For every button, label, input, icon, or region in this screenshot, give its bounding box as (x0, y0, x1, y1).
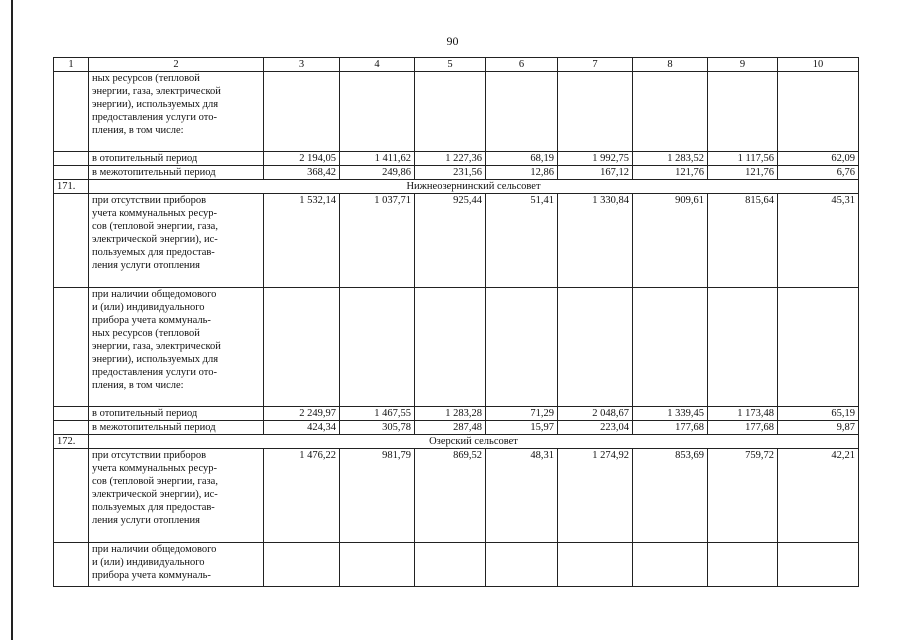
table-row (54, 72, 859, 152)
description-cell (89, 72, 264, 152)
section-row (54, 435, 859, 449)
header-cell: 2 (89, 58, 264, 72)
value-cell: 1 339,45 (633, 407, 708, 421)
value-cell: 177,68 (708, 421, 778, 435)
table-row (54, 543, 859, 587)
value-cell: 1 274,92 (558, 449, 633, 543)
header-row (54, 58, 859, 72)
text-line: ных ресурсов (тепловой (92, 328, 200, 339)
value-cell: 6,76 (778, 166, 859, 180)
row-label: в межотопительный период (89, 421, 264, 435)
text-line: ления услуги отопления (92, 515, 200, 526)
text-line: энергии, газа, электрической (92, 86, 221, 97)
tariff-table (53, 57, 859, 587)
value-cell: 815,64 (708, 194, 778, 288)
header-cell: 7 (558, 58, 633, 72)
text-line: энергии), используемых для (92, 99, 219, 110)
value-cell: 1 227,36 (415, 152, 486, 166)
value-cell: 121,76 (708, 166, 778, 180)
value-cell: 1 283,28 (415, 407, 486, 421)
value-cell: 368,42 (264, 166, 340, 180)
value-cell: 1 037,71 (340, 194, 415, 288)
value-cell: 121,76 (633, 166, 708, 180)
page-edge-line (11, 0, 13, 640)
text-line: учета коммунальных ресур- (92, 463, 217, 474)
value-cell: 51,41 (486, 194, 558, 288)
value-cell: 1 476,22 (264, 449, 340, 543)
value-cell: 759,72 (708, 449, 778, 543)
header-cell: 3 (264, 58, 340, 72)
value-cell: 62,09 (778, 152, 859, 166)
text-line: предоставления услуги ото- (92, 367, 217, 378)
text-line: при отсутствии приборов (92, 195, 207, 206)
text-line: сов (тепловой энергии, газа, (92, 221, 218, 232)
text-line: прибора учета коммуналь- (92, 570, 211, 581)
text-line: прибора учета коммуналь- (92, 315, 211, 326)
text-line: сов (тепловой энергии, газа, (92, 476, 218, 487)
text-line: пления, в том числе: (92, 125, 184, 136)
text-line: пления, в том числе: (92, 380, 184, 391)
value-cell: 231,56 (415, 166, 486, 180)
table-row (54, 288, 859, 407)
text-line: ления услуги отопления (92, 260, 200, 271)
value-cell: 9,87 (778, 421, 859, 435)
text-line: и (или) индивидуального (92, 557, 205, 568)
description-cell (89, 288, 264, 407)
text-line: электрической энергии), ис- (92, 489, 218, 500)
value-cell: 1 283,52 (633, 152, 708, 166)
value-cell: 305,78 (340, 421, 415, 435)
text-line: энергии), используемых для (92, 354, 219, 365)
header-cell: 1 (54, 58, 89, 72)
section-title: Озерский сельсовет (89, 435, 859, 449)
value-cell: 15,97 (486, 421, 558, 435)
value-cell: 925,44 (415, 194, 486, 288)
value-cell: 869,52 (415, 449, 486, 543)
text-line: энергии, газа, электрической (92, 341, 221, 352)
header-cell: 10 (778, 58, 859, 72)
text-line: при наличии общедомового (92, 544, 217, 555)
text-line: при отсутствии приборов (92, 450, 207, 461)
value-cell: 1 173,48 (708, 407, 778, 421)
section-number: 171. (54, 180, 89, 194)
value-cell: 71,29 (486, 407, 558, 421)
text-line: пользуемых для предостав- (92, 502, 215, 513)
header-cell: 5 (415, 58, 486, 72)
text-line: при наличии общедомового (92, 289, 217, 300)
header-cell: 6 (486, 58, 558, 72)
value-cell: 45,31 (778, 194, 859, 288)
value-cell: 981,79 (340, 449, 415, 543)
value-cell: 424,34 (264, 421, 340, 435)
table-row (54, 449, 859, 543)
description-cell (89, 194, 264, 288)
value-cell: 2 194,05 (264, 152, 340, 166)
table-row (54, 421, 859, 435)
text-line: ных ресурсов (тепловой (92, 73, 200, 84)
value-cell: 1 467,55 (340, 407, 415, 421)
value-cell: 68,19 (486, 152, 558, 166)
text-line: учета коммунальных ресур- (92, 208, 217, 219)
header-cell: 4 (340, 58, 415, 72)
text-line: предоставления услуги ото- (92, 112, 217, 123)
value-cell: 2 048,67 (558, 407, 633, 421)
value-cell: 48,31 (486, 449, 558, 543)
header-cell: 9 (708, 58, 778, 72)
section-title: Нижнеозернинский сельсовет (89, 180, 859, 194)
value-cell: 249,86 (340, 166, 415, 180)
row-label: в межотопительный период (89, 166, 264, 180)
text-line: пользуемых для предостав- (92, 247, 215, 258)
value-cell: 177,68 (633, 421, 708, 435)
value-cell: 909,61 (633, 194, 708, 288)
value-cell: 1 411,62 (340, 152, 415, 166)
section-row (54, 180, 859, 194)
table-row (54, 166, 859, 180)
header-cell: 8 (633, 58, 708, 72)
description-cell (89, 449, 264, 543)
value-cell: 1 117,56 (708, 152, 778, 166)
value-cell: 223,04 (558, 421, 633, 435)
value-cell: 1 330,84 (558, 194, 633, 288)
value-cell: 65,19 (778, 407, 859, 421)
value-cell: 167,12 (558, 166, 633, 180)
text-line: электрической энергии), ис- (92, 234, 218, 245)
text-line: и (или) индивидуального (92, 302, 205, 313)
value-cell: 853,69 (633, 449, 708, 543)
table-row (54, 407, 859, 421)
value-cell: 42,21 (778, 449, 859, 543)
description-cell (89, 543, 264, 587)
value-cell: 12,86 (486, 166, 558, 180)
table-row (54, 194, 859, 288)
page-number: 90 (446, 34, 459, 48)
row-label: в отопительный период (89, 152, 264, 166)
table-row (54, 152, 859, 166)
value-cell: 287,48 (415, 421, 486, 435)
section-number: 172. (54, 435, 89, 449)
value-cell: 1 992,75 (558, 152, 633, 166)
row-label: в отопительный период (89, 407, 264, 421)
value-cell: 2 249,97 (264, 407, 340, 421)
value-cell: 1 532,14 (264, 194, 340, 288)
